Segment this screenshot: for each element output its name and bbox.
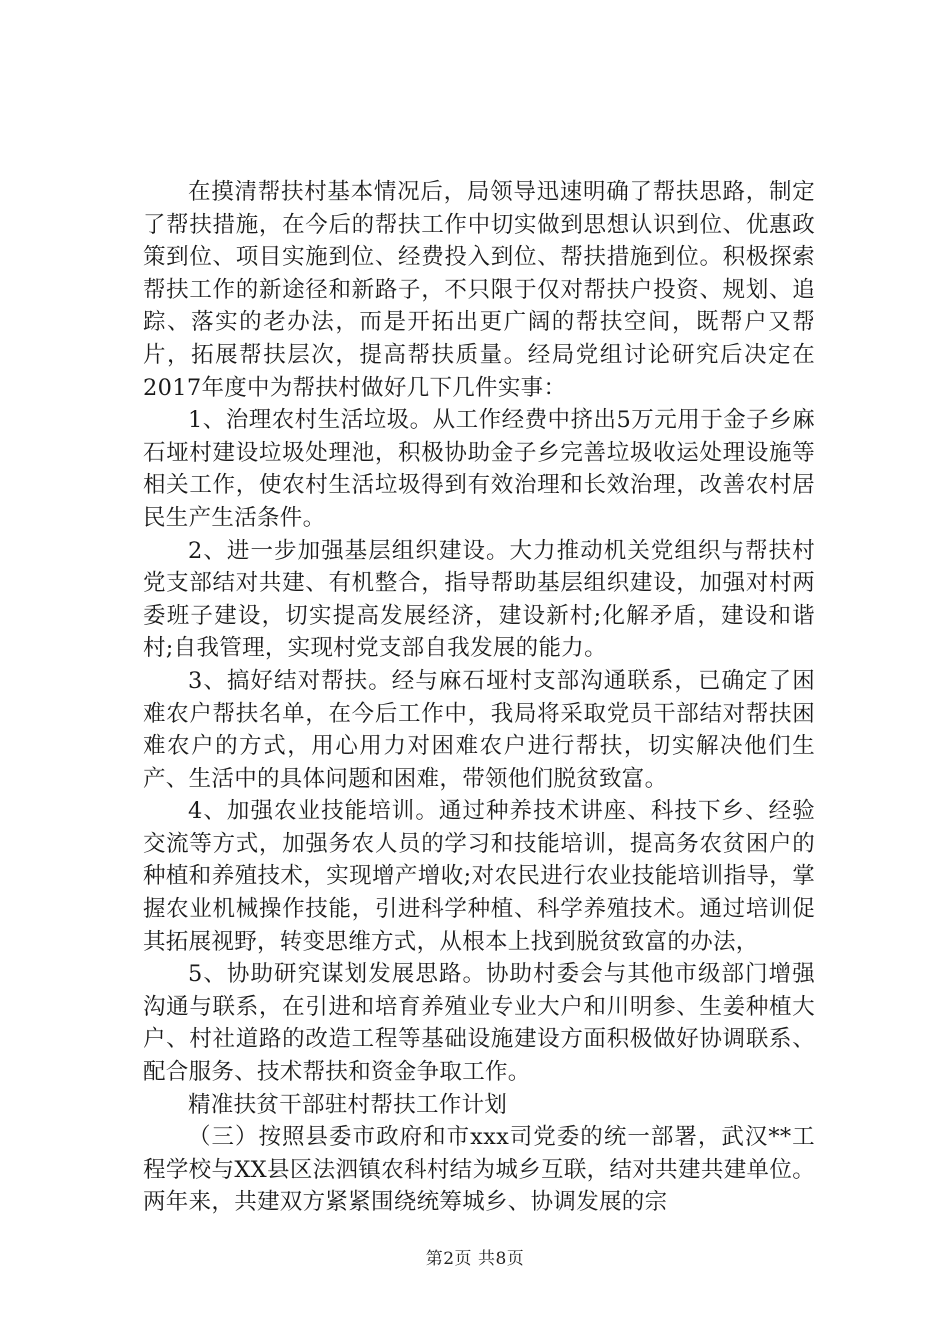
document-body [143, 176, 815, 1219]
item-3-paragraph: 3、搞好结对帮扶。经与麻石垭村支部沟通联系，已确定了困难农户帮扶名单，在今后工作中，我局将采取党员干部结对帮扶困难农户的方式，用心用力对困难农户进行帮扶，切实解决他们生产、生活中的具体问题和困难，带领他们脱贫致富。 [143, 667, 815, 792]
section-title: 精准扶贫干部驻村帮扶工作计划 [188, 1091, 508, 1118]
section-paragraph: （三）按照县委市政府和市xxx司党委的统一部署，武汉**工程学校与XX县区法泗镇农科村结为城乡互联，结对共建共建单位。两年来，共建双方紧紧围绕统筹城乡、协调发展的宗 [143, 1124, 815, 1216]
item-5-paragraph: 5、协助研究谋划发展思路。协助村委会与其他市级部门增强沟通与联系，在引进和培育养殖业专业大户和川明参、生姜种植大户、村社道路的改造工程等基础设施建设方面积极做好协调联系、配合服务、技术帮扶和资金争取工作。 [143, 961, 815, 1086]
intro-paragraph: 在摸清帮扶村基本情况后，局领导迅速明确了帮扶思路，制定了帮扶措施，在今后的帮扶工作中切实做到思想认识到位、优惠政策到位、项目实施到位、经费投入到位、帮扶措施到位。积极探索帮扶工作的新途径和新路子，不只限于仅对帮扶户投资、规划、追踪、落实的老办法，而是开拓出更广阔的帮扶空间，既帮户又帮片，拓展帮扶层次，提高帮扶质量。经局党组讨论研究后决定在2017年度中为帮扶村做好几下几件实事： [143, 179, 815, 401]
item-4-paragraph: 4、加强农业技能培训。通过种养技术讲座、科技下乡、经验交流等方式，加强务农人员的学习和技能培训，提高务农贫困户的种植和养殖技术，实现增产增收;对农民进行农业技能培训指导，掌握农业机械操作技能，引进科学种植、科学养殖技术。通过培训促其拓展视野，转变思维方式，从根本上找到脱贫致富的办法， [143, 798, 815, 955]
item-2-paragraph: 2、进一步加强基层组织建设。大力推动机关党组织与帮扶村党支部结对共建、有机整合，指导帮助基层组织建设，加强对村两委班子建设，切实提高发展经济，建设新村;化解矛盾，建设和谐村;自我管理，实现村党支部自我发展的能力。 [143, 537, 815, 662]
page-footer: 第2页 共8页 [425, 1249, 525, 1269]
item-1-paragraph: 1、治理农村生活垃圾。从工作经费中挤出5万元用于金子乡麻石垭村建设垃圾处理池，积极协助金子乡完善垃圾收运处理设施等相关工作，使农村生活垃圾得到有效治理和长效治理，改善农村居民生产生活条件。 [143, 407, 815, 531]
